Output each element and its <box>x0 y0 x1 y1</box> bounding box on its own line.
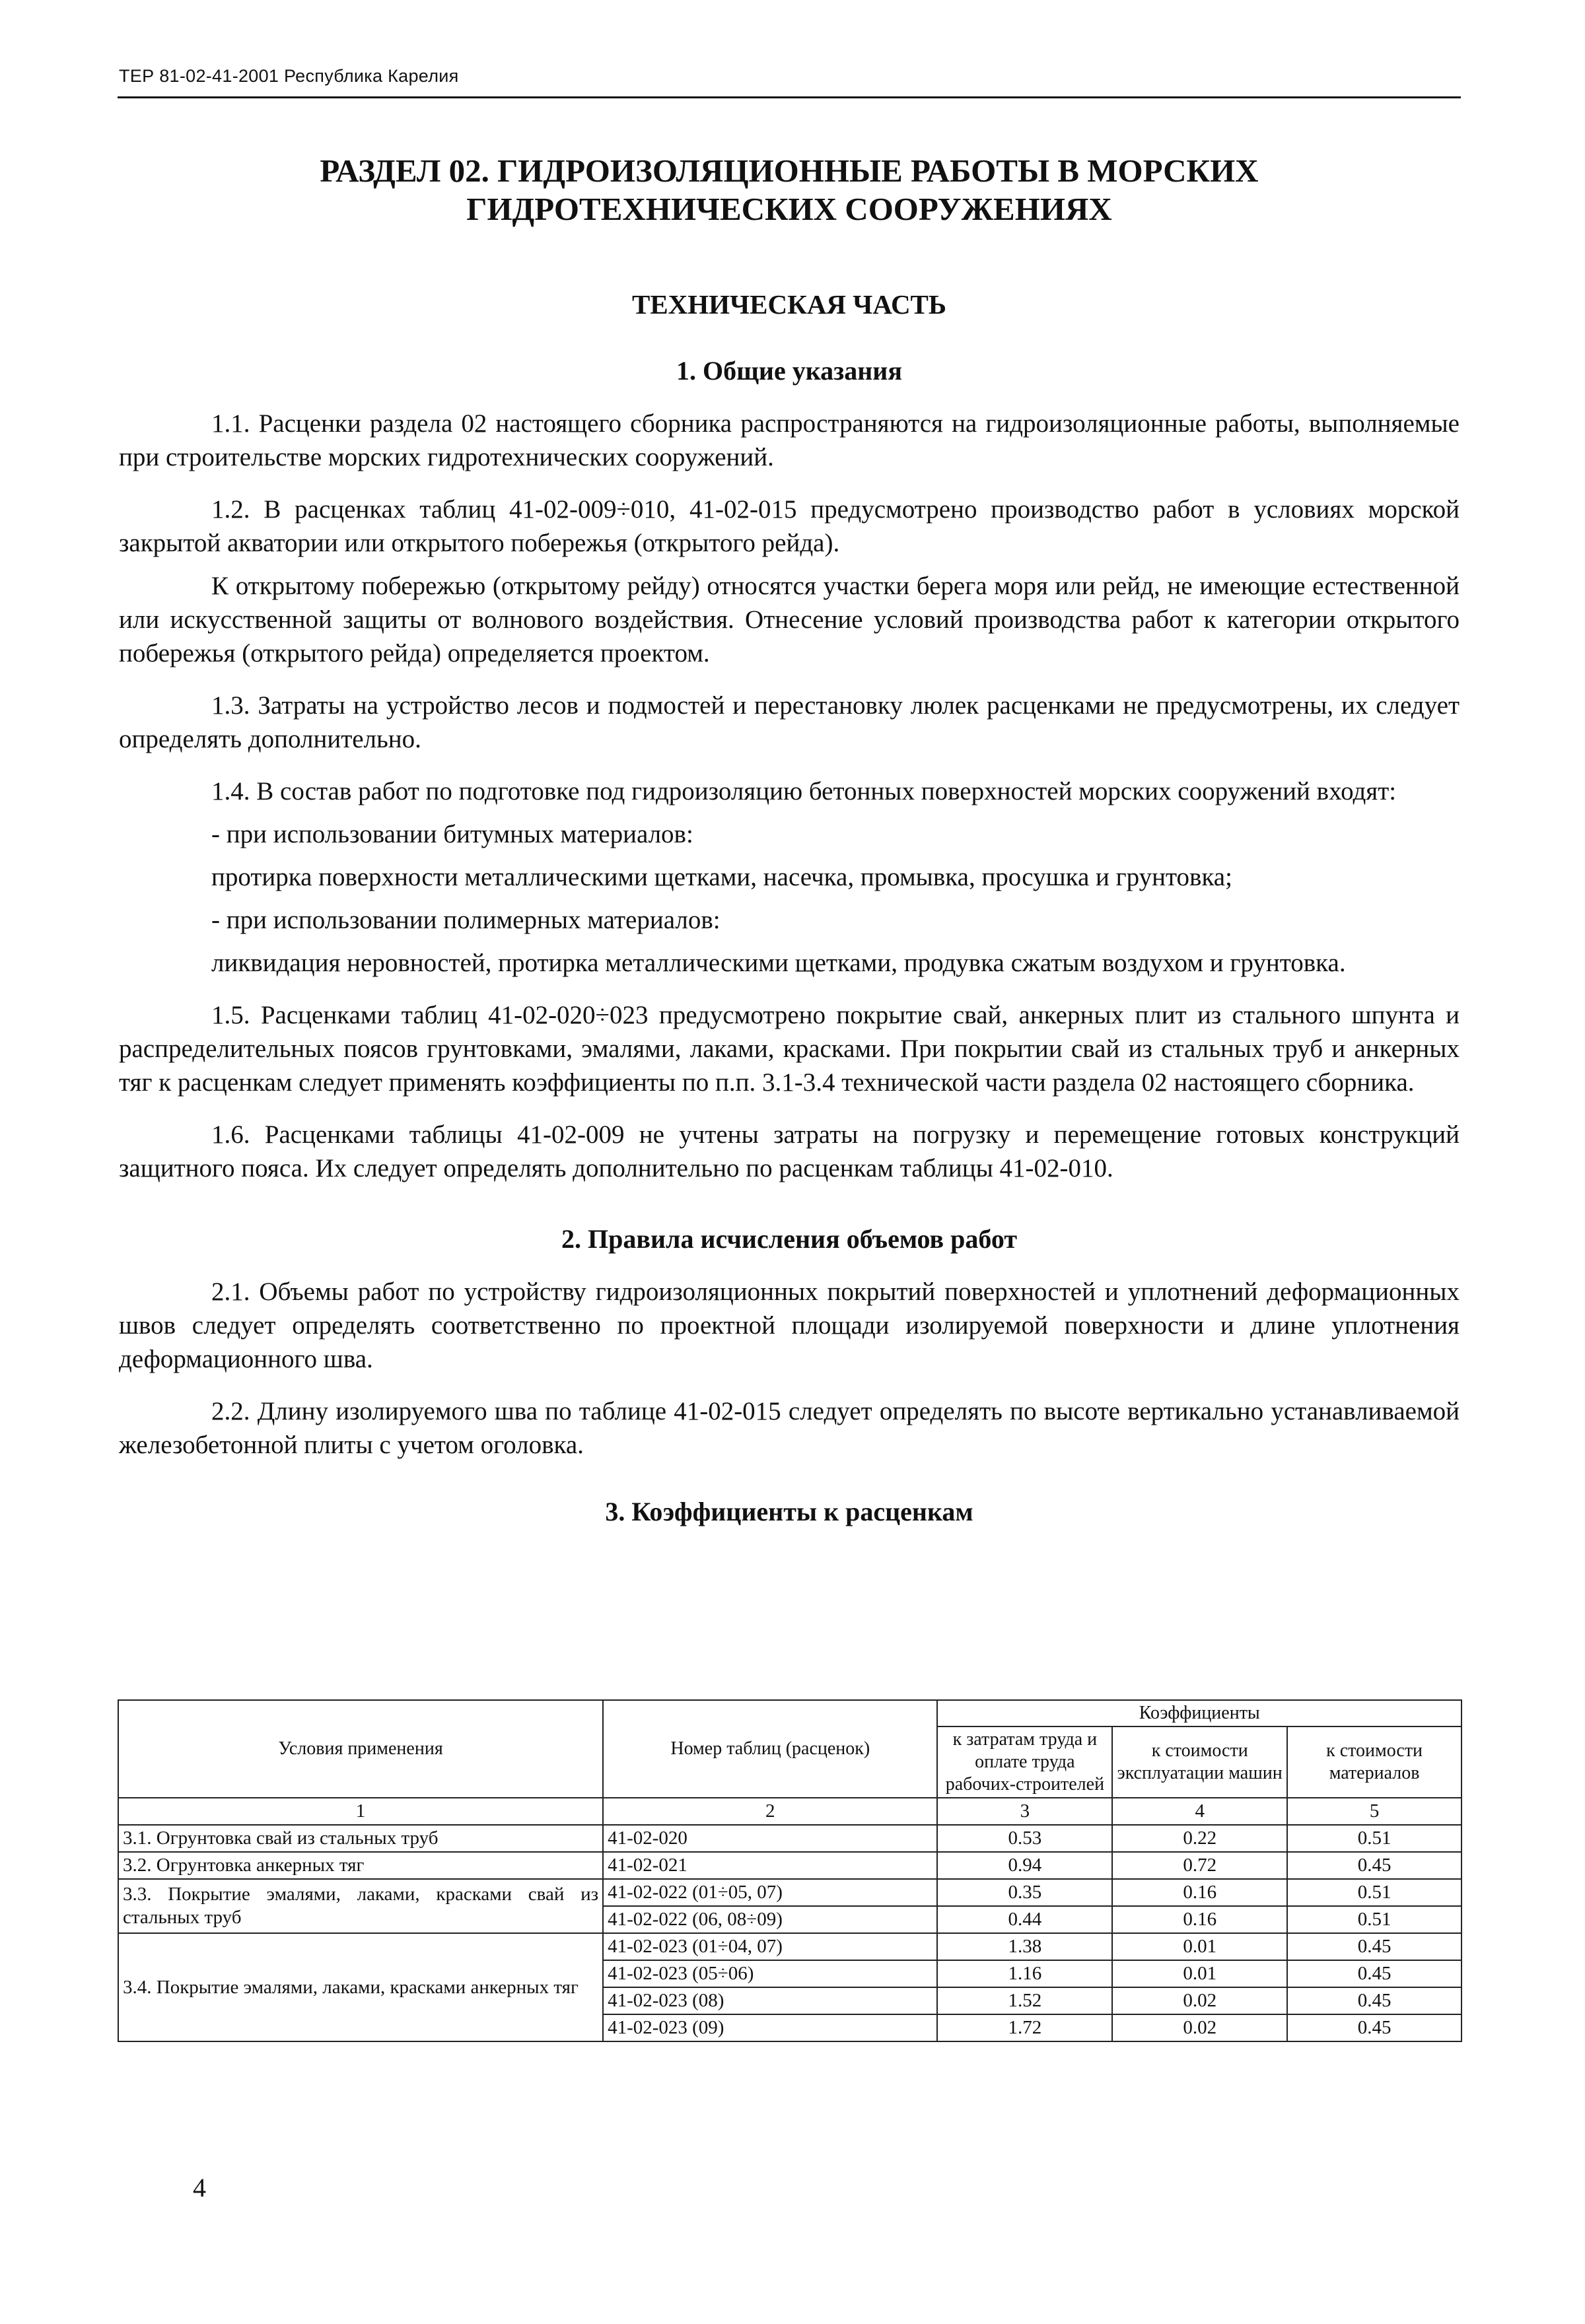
labor-coef-cell: 1.72 <box>937 2014 1112 2041</box>
table-number-cell: 41-02-021 <box>603 1852 937 1879</box>
labor-coef-cell: 0.53 <box>937 1825 1112 1852</box>
materials-coef-cell: 0.45 <box>1287 1987 1462 2014</box>
labor-coef-cell: 1.52 <box>937 1987 1112 2014</box>
page-body <box>119 152 1460 1528</box>
machines-coef-cell: 0.16 <box>1112 1906 1287 1933</box>
list-item-bitumen: - при использовании битумных материалов: <box>211 820 693 848</box>
column-number: 3 <box>937 1798 1112 1825</box>
labor-coef-cell: 0.94 <box>937 1852 1112 1879</box>
condition-cell: 3.1. Огрунтовка свай из стальных труб <box>118 1825 603 1852</box>
paragraph-1-5: 1.5. Расценками таблиц 41-02-020÷023 предусмотрено покрытие свай, анкерных плит из стального шпунта и распределительных поясов грунтовками, эмалями, лаками, красками. При покрытии свай из стальных труб и анкерных тяг к расценкам следует применять коэффициенты по п.п. 3.1-3.4 технической части раздела 02 настоящего сборника. <box>119 1001 1460 1097</box>
section-title <box>119 152 1460 228</box>
column-number: 1 <box>118 1798 603 1825</box>
machines-coef-cell: 0.16 <box>1112 1879 1287 1906</box>
column-number: 2 <box>603 1798 937 1825</box>
table-header-row <box>118 1700 1462 1726</box>
column-number: 4 <box>1112 1798 1287 1825</box>
table-row <box>118 1852 1462 1879</box>
table-row <box>118 1933 1462 1960</box>
section-title-line-2: ГИДРОТЕХНИЧЕСКИХ СООРУЖЕНИЯХ <box>466 191 1112 227</box>
header-machines: к стоимости эксплуатации машин <box>1112 1726 1287 1798</box>
materials-coef-cell: 0.51 <box>1287 1879 1462 1906</box>
paragraph-2-2: 2.2. Длину изолируемого шва по таблице 41-02-015 следует определять по высоте вертикально устанавливаемой железобетонной плиты с учетом оголовка. <box>119 1397 1460 1459</box>
list-item-bitumen-steps: протирка поверхности металлическими щетками, насечка, промывка, просушка и грунтовка; <box>211 863 1232 891</box>
header-coefficients: Коэффициенты <box>937 1700 1462 1726</box>
paragraph-1-4: 1.4. В состав работ по подготовке под гидроизоляцию бетонных поверхностей морских сооружений входят: <box>211 777 1397 805</box>
machines-coef-cell: 0.01 <box>1112 1960 1287 1987</box>
column-number-row <box>118 1798 1462 1825</box>
machines-coef-cell: 0.02 <box>1112 1987 1287 2014</box>
labor-coef-cell: 1.38 <box>937 1933 1112 1960</box>
paragraph-1-2-b: К открытому побережью (открытому рейду) относятся участки берега моря или рейд, не имеющие естественной или искусственной защиты от волнового воздействия. Отнесение условий производства работ к категории открытого побережья (открытого рейда) определяется проектом. <box>119 572 1460 667</box>
table-number-cell: 41-02-023 (01÷04, 07) <box>603 1933 937 1960</box>
labor-coef-cell: 0.35 <box>937 1879 1112 1906</box>
part-title: ТЕХНИЧЕСКАЯ ЧАСТЬ <box>631 289 947 320</box>
table-number-cell: 41-02-022 (06, 08÷09) <box>603 1906 937 1933</box>
running-header: ТЕР 81-02-41-2001 Республика Карелия <box>119 66 459 86</box>
header-conditions: Условия применения <box>118 1700 603 1798</box>
table-number-cell: 41-02-022 (01÷05, 07) <box>603 1879 937 1906</box>
list-item-polymer-steps: ликвидация неровностей, протирка металлическими щетками, продувка сжатым воздухом и грунтовка. <box>211 949 1346 977</box>
table-number-cell: 41-02-020 <box>603 1825 937 1852</box>
materials-coef-cell: 0.45 <box>1287 2014 1462 2041</box>
paragraph-1-2: 1.2. В расценках таблиц 41-02-009÷010, 41-02-015 предусмотрено производство работ в условиях морской закрытой акватории или открытого побережья (открытого рейда). <box>119 495 1460 557</box>
condition-cell: 3.2. Огрунтовка анкерных тяг <box>118 1852 603 1879</box>
materials-coef-cell: 0.45 <box>1287 1852 1462 1879</box>
chapter-2-title: 2. Правила исчисления объемов работ <box>561 1224 1017 1254</box>
page-number: 4 <box>193 2173 206 2203</box>
materials-coef-cell: 0.51 <box>1287 1906 1462 1933</box>
header-materials: к стоимости материалов <box>1287 1726 1462 1798</box>
condition-cell: 3.3. Покрытие эмалями, лаками, красками свай из стальных труб <box>118 1879 603 1933</box>
table-row <box>118 1825 1462 1852</box>
header-rule <box>118 96 1461 98</box>
materials-coef-cell: 0.45 <box>1287 1933 1462 1960</box>
section-title-line-1: РАЗДЕЛ 02. ГИДРОИЗОЛЯЦИОННЫЕ РАБОТЫ В МОРСКИХ <box>320 153 1259 189</box>
machines-coef-cell: 0.02 <box>1112 2014 1287 2041</box>
chapter-3-title: 3. Коэффициенты к расценкам <box>605 1497 973 1526</box>
materials-coef-cell: 0.45 <box>1287 1960 1462 1987</box>
header-table-numbers: Номер таблиц (расценок) <box>603 1700 937 1798</box>
paragraph-1-1: 1.1. Расценки раздела 02 настоящего сборника распространяются на гидроизоляционные работы, выполняемые при строительстве морских гидротехнических сооружений. <box>119 409 1460 471</box>
condition-cell: 3.4. Покрытие эмалями, лаками, красками анкерных тяг <box>118 1933 603 2041</box>
materials-coef-cell: 0.51 <box>1287 1825 1462 1852</box>
column-number: 5 <box>1287 1798 1462 1825</box>
machines-coef-cell: 0.22 <box>1112 1825 1287 1852</box>
machines-coef-cell: 0.72 <box>1112 1852 1287 1879</box>
table-number-cell: 41-02-023 (08) <box>603 1987 937 2014</box>
labor-coef-cell: 1.16 <box>937 1960 1112 1987</box>
chapter-1-title: 1. Общие указания <box>676 356 902 386</box>
coefficients-table <box>118 1699 1462 2042</box>
machines-coef-cell: 0.01 <box>1112 1933 1287 1960</box>
list-item-polymer: - при использовании полимерных материалов: <box>211 906 721 934</box>
labor-coef-cell: 0.44 <box>937 1906 1112 1933</box>
table-number-cell: 41-02-023 (09) <box>603 2014 937 2041</box>
paragraph-1-6: 1.6. Расценками таблицы 41-02-009 не учтены затраты на погрузку и перемещение готовых конструкций защитного пояса. Их следует определять дополнительно по расценкам таблицы 41-02-010. <box>119 1120 1460 1182</box>
paragraph-2-1: 2.1. Объемы работ по устройству гидроизоляционных покрытий поверхностей и уплотнений деформационных швов следует определять соответственно по проектной площади изолируемой поверхности и длине уплотнения деформационного шва. <box>119 1278 1460 1373</box>
table-number-cell: 41-02-023 (05÷06) <box>603 1960 937 1987</box>
paragraph-1-3: 1.3. Затраты на устройство лесов и подмостей и перестановку люлек расценками не предусмотрены, их следует определять дополнительно. <box>119 691 1460 753</box>
table-row <box>118 1879 1462 1906</box>
header-labor: к затратам труда и оплате труда рабочих-строителей <box>937 1726 1112 1798</box>
